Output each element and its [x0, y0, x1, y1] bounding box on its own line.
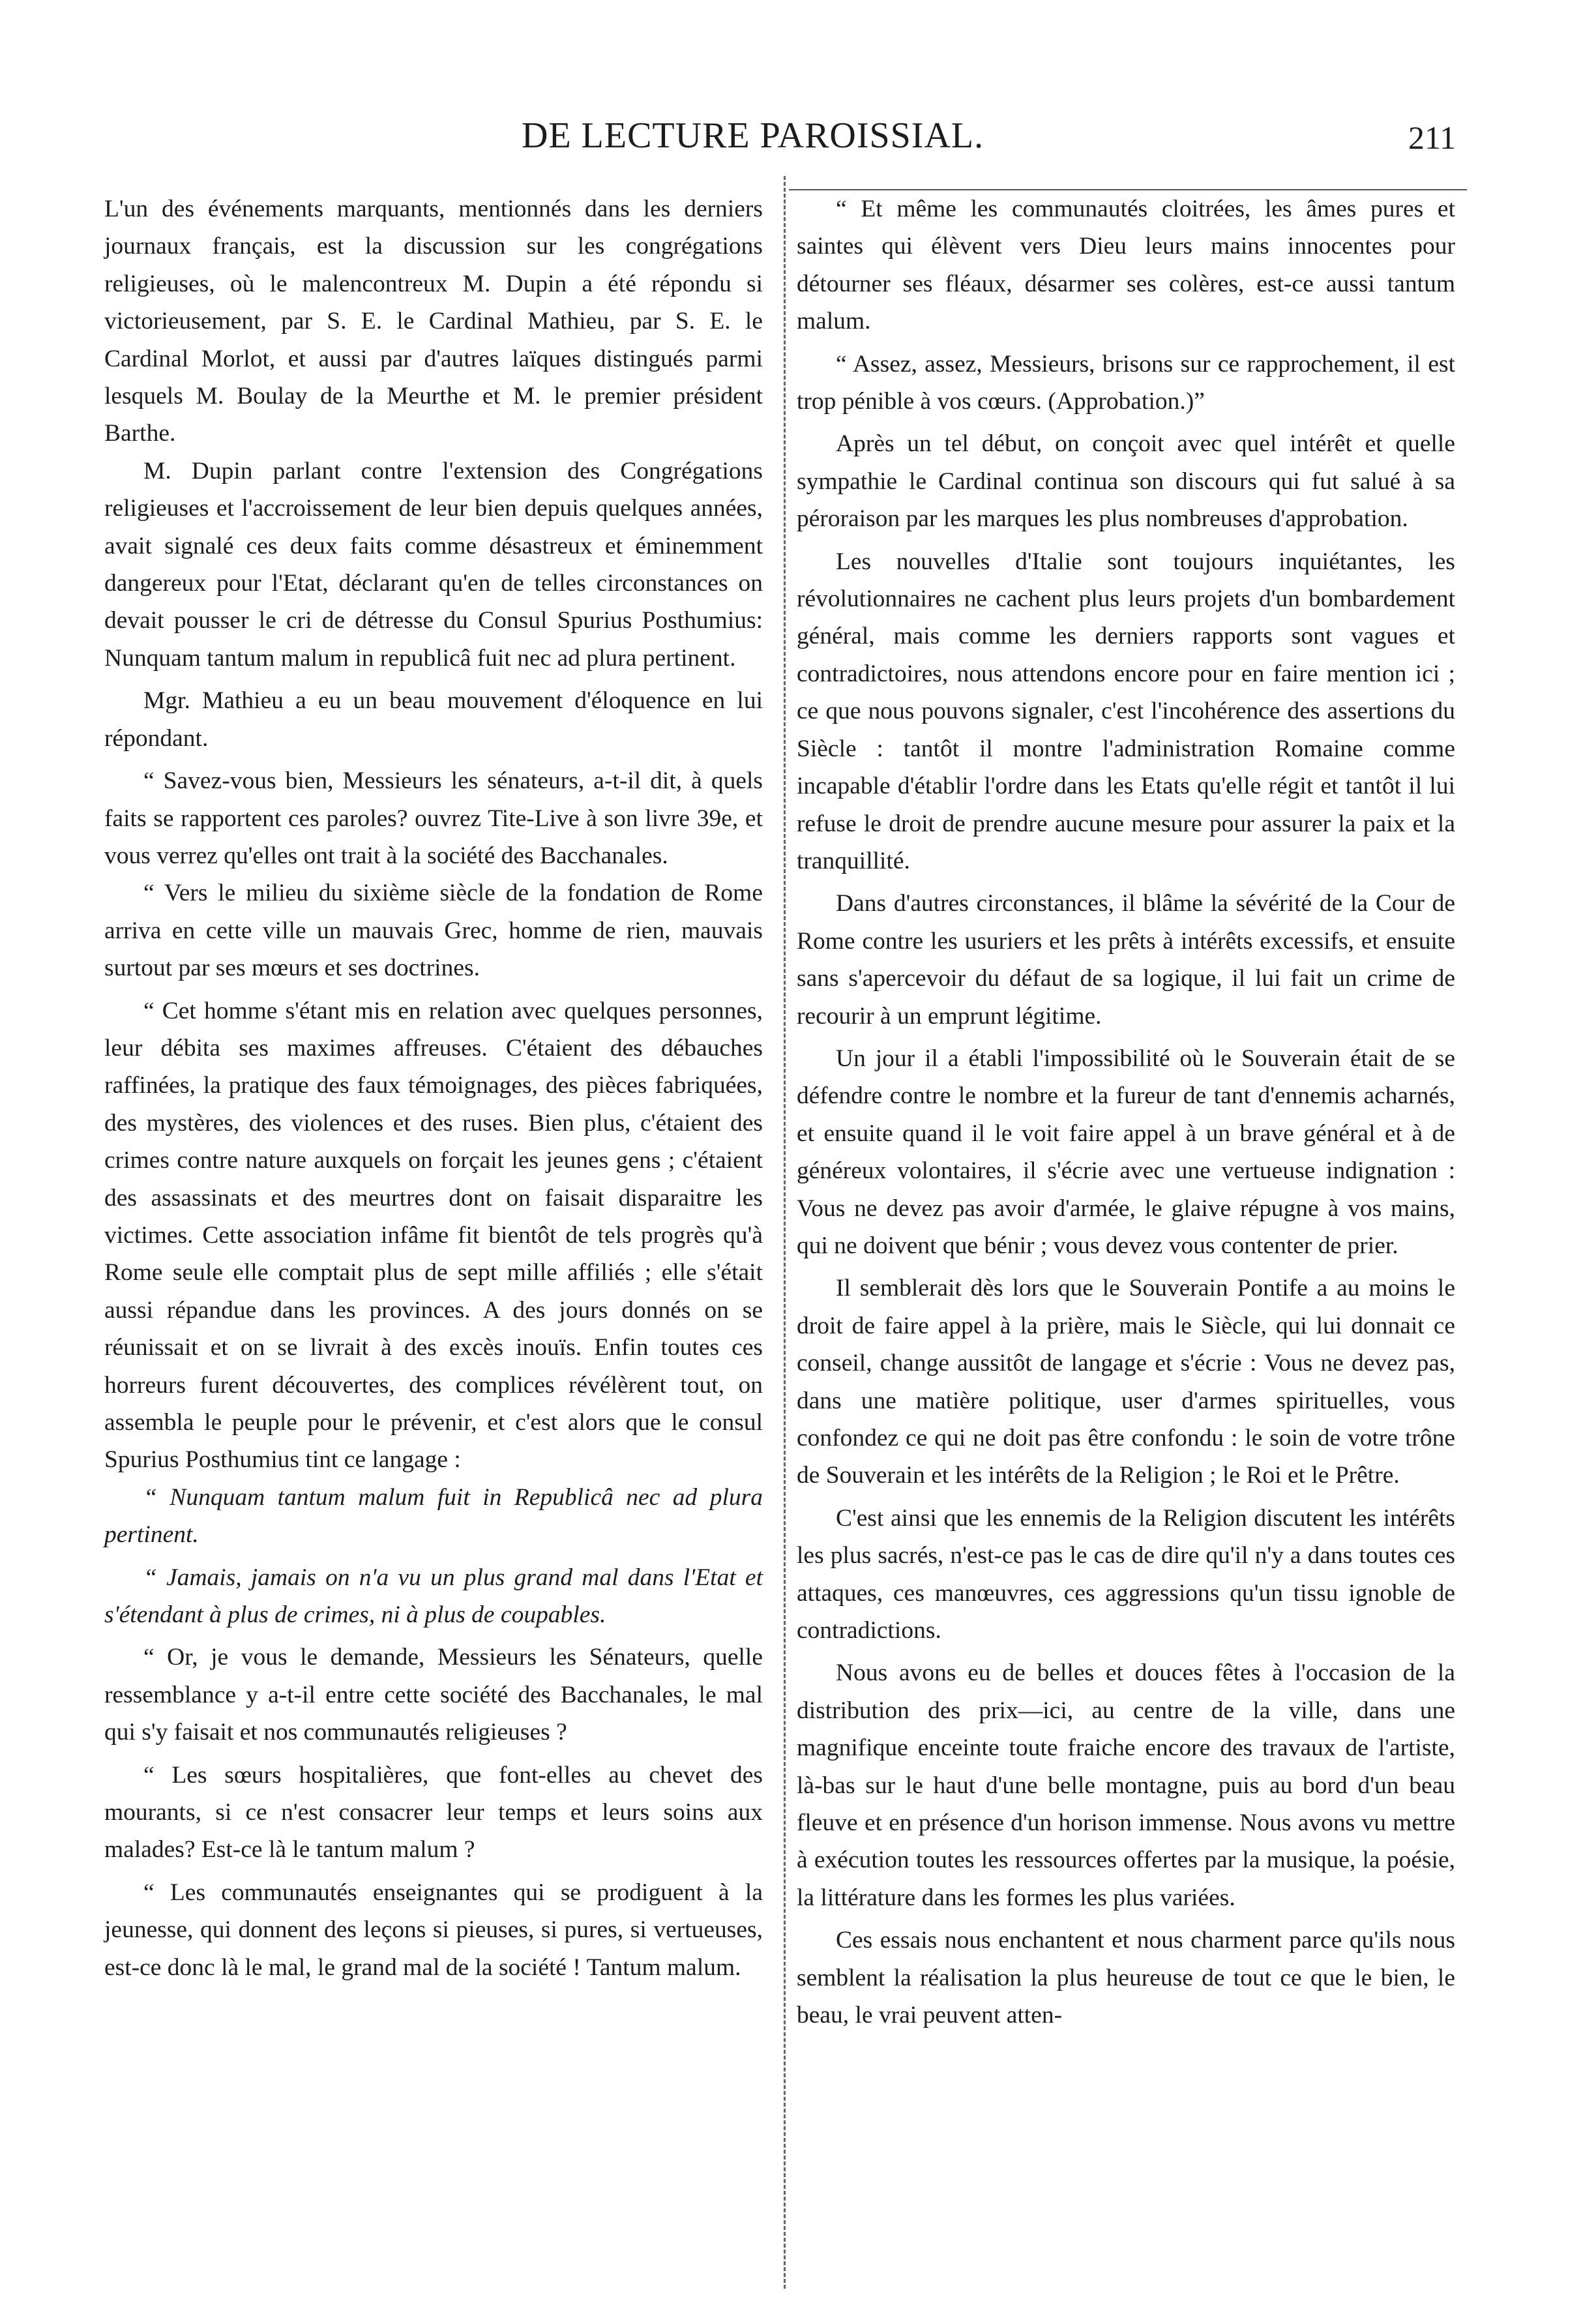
quote-paragraph: “ Savez-vous bien, Messieurs les sénateurs, a-t-il dit, à quels faits se rapportent ces paroles? ouvrez Tite-Live à son livre 39e, et vous verrez qu'elles ont trait à la société des Bacchanales. — [104, 767, 763, 869]
paragraph: Mgr. Mathieu a eu un beau mouvement d'éloquence en lui répondant. — [104, 687, 763, 752]
paragraph: Il semblerait dès lors que le Souverain Pontife a au moins le droit de faire appel à la prière, mais le Siècle, qui lui donnait ce conseil, change aussitôt de langage et s'écrie : Vous ne devez pas, dans une matière politique, user d'armes spirituelles, vous confondez ce qui ne doit pas être confondu : le soin de votre trône de Souverain et les intérêts de la Religion ; le Roi et le Prêtre. — [797, 1275, 1455, 1489]
paragraph: M. Dupin parlant contre l'extension des Congrégations religieuses et l'accroissement de leur bien depuis quelques années, avait signalé ces deux faits comme désastreux et éminemment dangereux pour l'Etat, déclarant qu'en de telles circonstances on devait pousser le cri de détresse du Consul Spurius Posthumius: Nunquam tantum malum in republicâ fuit nec ad plura pertinent. — [104, 457, 763, 672]
paragraph: Nous avons eu de belles et douces fêtes à l'occasion de la distribution des prix—ici, au centre de la ville, dans une magnifique enceinte toute fraiche encore des travaux de l'artiste, là-bas sur le haut d'une belle montagne, puis au bord d'un beau fleuve et en présence d'un horison immense. Nous avons vu mettre à exécution toutes les ressources offertes par la musique, la poésie, la littérature dans les formes les plus variées. — [797, 1659, 1455, 1911]
paragraph: Dans d'autres circonstances, il blâme la sévérité de la Cour de Rome contre les usuriers et les prêts à intérêts excessifs, et ensuite sans s'apercevoir du défaut de sa logique, il lui fait un crime de recourir à un emprunt légitime. — [797, 890, 1455, 1030]
paragraph: Les nouvelles d'Italie sont toujours inquiétantes, les révolutionnaires ne cachent plus leurs projets d'un bombardement général, mais comme les derniers rapports sont vagues et contradictoires, nous attendons encore pour en faire mention ici ; ce que nous pouvons signaler, c'est l'incohérence des assertions du Siècle : tantôt il montre l'administration Romaine comme incapable d'établir l'ordre dans les Etats qu'elle régit et tantôt il lui refuse le droit de prendre aucune mesure pour assurer la paix et la tranquillité. — [797, 548, 1455, 874]
paragraph: L'un des événements marquants, mentionnés dans les derniers journaux français, est la discussion sur les congrégations religieuses, où le malencontreux M. Dupin a été répondu si victorieusement, par S. E. le Cardinal Mathieu, par S. E. le Cardinal Morlot, et aussi par d'autres laïques distingués parmi lesquels M. Boulay de la Meurthe et M. le premier président Barthe. — [104, 196, 763, 447]
running-head — [0, 115, 1596, 167]
column-divider — [784, 176, 786, 2289]
paragraph: Ces essais nous enchantent et nous charment parce qu'ils nous semblent la réalisation la plus heureuse de tout ce que le bien, le beau, le vrai peuvent atten- — [797, 1927, 1455, 2029]
quote-paragraph: “ Or, je vous le demande, Messieurs les Sénateurs, quelle ressemblance y a-t-il entre cette société des Bacchanales, le mal qui s'y faisait et nos communautés religieuses ? — [104, 1644, 763, 1746]
quote-paragraph: “ Cet homme s'étant mis en relation avec quelques personnes, leur débita ses maximes affreuses. C'étaient des débauches raffinées, la pratique des faux témoignages, des pièces fabriquées, des mystères, des violences et des ruses. Bien plus, c'étaient des crimes contre nature auxquels on forçait les jeunes gens ; c'étaient des assassinats et des meurtres dont on faisait disparaitre les victimes. Cette association infâme fit bientôt de tels progrès qu'à Rome seule elle comptait plus de sept mille affiliés ; elle s'était aussi répandue dans les provinces. A des jours donnés on se réunissait et on se livrait à des excès inouïs. Enfin toutes ces horreurs furent découvertes, des complices révélèrent tout, on assembla le peuple pour le prévenir, et c'est alors que le consul Spurius Posthumius tint ce langage : — [104, 997, 763, 1474]
paragraph: C'est ainsi que les ennemis de la Religion discutent les intérêts les plus sacrés, n'est-ce pas le cas de dire qu'il n'y a dans toutes ces attaques, ces manœuvres, ces aggressions qu'un tissu ignoble de contradictions. — [797, 1504, 1455, 1644]
paragraph: Après un tel début, on conçoit avec quel intérêt et quelle sympathie le Cardinal continua son discours qui fut salué à sa péroraison par les marques les plus nombreuses d'approbation. — [797, 430, 1455, 533]
quote-paragraph: “ Les communautés enseignantes qui se prodiguent à la jeunesse, qui donnent des leçons si pieuses, si pures, si vertueuses, est-ce donc là le mal, le grand mal de la société ! Tantum malum. — [104, 1879, 763, 1981]
left-column — [104, 190, 763, 1986]
quote-paragraph: “ Et même les communautés cloitrées, les âmes pures et saintes qui élèvent vers Dieu leurs mains innocentes pour détourner ses fléaux, désarmer ses colères, est-ce aussi tantum malum. — [797, 196, 1455, 335]
right-column — [797, 190, 1455, 2034]
paragraph: Un jour il a établi l'impossibilité où le Souverain était de se défendre contre le nombre et la fureur de tant d'ennemis acharnés, et ensuite quand il le voit faire appel à un brave général et à de généreux volontaires, il s'écrie avec une vertueuse indignation : Vous ne devez pas avoir d'armée, le glaive répugne à vos mains, qui ne doivent que bénir ; vous devez vous contenter de prier. — [797, 1045, 1455, 1259]
quote-paragraph: “ Vers le milieu du sixième siècle de la fondation de Rome arriva en cette ville un mauvais Grec, homme de rien, mauvais surtout par ses mœurs et ses doctrines. — [104, 880, 763, 982]
quote-paragraph: “ Les sœurs hospitalières, que font-elles au chevet des mourants, si ce n'est consacrer leur temps et leurs soins aux malades? Est-ce là le tantum malum ? — [104, 1761, 763, 1864]
quote-paragraph: “ Assez, assez, Messieurs, brisons sur ce rapprochement, il est trop pénible à vos cœurs. (Approbation.)” — [797, 350, 1455, 415]
quote-paragraph: “ Nunquam tantum malum fuit in Republicâ nec ad plura pertinent. — [104, 1483, 763, 1549]
running-title: DE LECTURE PAROISSIAL. — [522, 115, 984, 156]
quote-paragraph: “ Jamais, jamais on n'a vu un plus grand mal dans l'Etat et s'étendant à plus de crimes, ni à plus de coupables. — [104, 1564, 763, 1629]
page-number: 211 — [1408, 119, 1456, 156]
